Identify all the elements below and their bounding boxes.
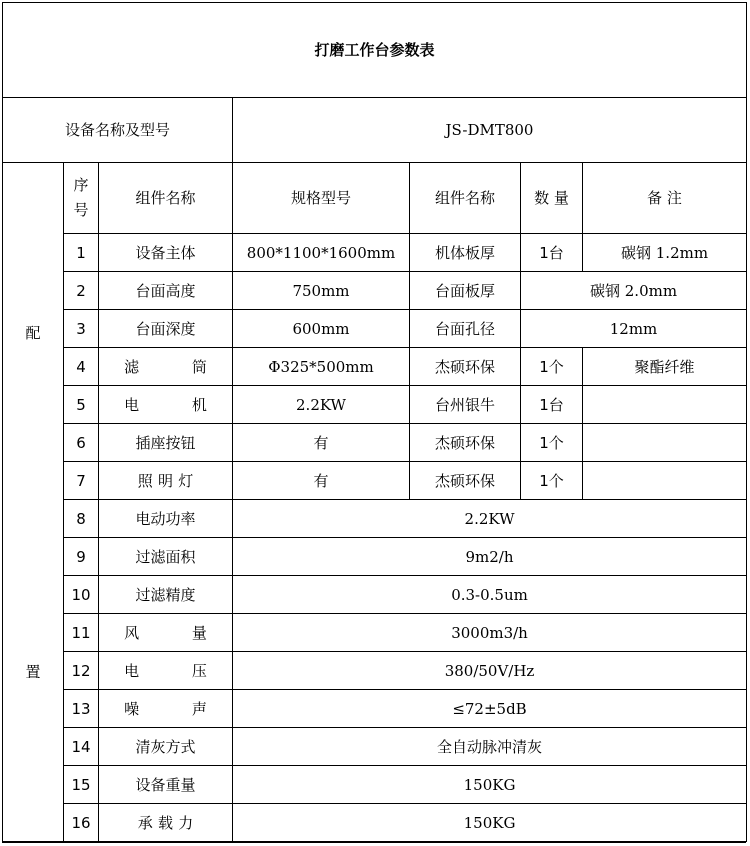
row-quantity: 1台 <box>521 386 583 424</box>
table-row <box>3 690 747 728</box>
row-number: 14 <box>64 728 99 766</box>
row-remark: 碳钢 1.2mm <box>583 234 747 272</box>
row-number: 1 <box>64 234 99 272</box>
row-name: 过滤精度 <box>99 576 233 614</box>
row-name-2: 杰硕环保 <box>410 348 521 386</box>
row-spec: 有 <box>233 462 410 500</box>
row-name-2: 杰硕环保 <box>410 424 521 462</box>
row-number: 6 <box>64 424 99 462</box>
bottom-border-line <box>2 842 746 843</box>
row-spec: Φ325*500mm <box>233 348 410 386</box>
row-name: 噪 声 <box>99 690 233 728</box>
row-number: 16 <box>64 804 99 842</box>
row-number: 9 <box>64 538 99 576</box>
table-row <box>3 576 747 614</box>
table-row <box>3 462 747 500</box>
row-merged-value: 12mm <box>521 310 747 348</box>
table-row <box>3 804 747 842</box>
row-spec: 750mm <box>233 272 410 310</box>
table-row <box>3 386 747 424</box>
header-spec-model: 规格型号 <box>233 163 410 234</box>
table-row <box>3 234 747 272</box>
row-value: 150KG <box>233 766 747 804</box>
model-label: 设备名称及型号 <box>3 98 233 163</box>
row-name-2: 台面孔径 <box>410 310 521 348</box>
row-name: 电动功率 <box>99 500 233 538</box>
title-row <box>3 3 747 98</box>
row-number: 10 <box>64 576 99 614</box>
header-quantity: 数 量 <box>521 163 583 234</box>
model-value: JS-DMT800 <box>233 98 747 163</box>
row-name: 设备重量 <box>99 766 233 804</box>
row-value: 2.2KW <box>233 500 747 538</box>
row-number: 11 <box>64 614 99 652</box>
row-name: 电 机 <box>99 386 233 424</box>
row-spec: 800*1100*1600mm <box>233 234 410 272</box>
row-value: 3000m3/h <box>233 614 747 652</box>
side-label <box>3 163 64 842</box>
table-row <box>3 766 747 804</box>
row-quantity: 1台 <box>521 234 583 272</box>
row-name: 清灰方式 <box>99 728 233 766</box>
row-number: 5 <box>64 386 99 424</box>
header-component-name-2: 组件名称 <box>410 163 521 234</box>
header-row <box>3 163 747 234</box>
table-row <box>3 500 747 538</box>
row-name-2: 台州银牛 <box>410 386 521 424</box>
table-row <box>3 652 747 690</box>
row-remark <box>583 386 747 424</box>
table-row <box>3 728 747 766</box>
row-number: 3 <box>64 310 99 348</box>
page-title: 打磨工作台参数表 <box>3 3 747 98</box>
row-name: 风 量 <box>99 614 233 652</box>
row-spec: 2.2KW <box>233 386 410 424</box>
header-seq: 序 号 <box>64 163 99 234</box>
row-merged-value: 碳钢 2.0mm <box>521 272 747 310</box>
table-row <box>3 272 747 310</box>
spec-table <box>2 2 747 842</box>
row-remark: 聚酯纤维 <box>583 348 747 386</box>
header-component-name: 组件名称 <box>99 163 233 234</box>
row-number: 8 <box>64 500 99 538</box>
row-value: 9m2/h <box>233 538 747 576</box>
table-row <box>3 424 747 462</box>
row-name: 过滤面积 <box>99 538 233 576</box>
row-quantity: 1个 <box>521 348 583 386</box>
row-name-2: 台面板厚 <box>410 272 521 310</box>
row-name: 台面深度 <box>99 310 233 348</box>
row-name: 照明灯 <box>99 462 233 500</box>
row-remark <box>583 424 747 462</box>
table-row <box>3 538 747 576</box>
row-quantity: 1个 <box>521 462 583 500</box>
row-number: 2 <box>64 272 99 310</box>
row-remark <box>583 462 747 500</box>
row-spec: 有 <box>233 424 410 462</box>
row-name-2: 杰硕环保 <box>410 462 521 500</box>
row-value: 全自动脉冲清灰 <box>233 728 747 766</box>
row-number: 12 <box>64 652 99 690</box>
row-number: 13 <box>64 690 99 728</box>
row-value: 380/50V/Hz <box>233 652 747 690</box>
side-label-top: 配 <box>25 323 41 342</box>
row-value: 150KG <box>233 804 747 842</box>
row-number: 15 <box>64 766 99 804</box>
header-remark: 备 注 <box>583 163 747 234</box>
row-name: 滤 筒 <box>99 348 233 386</box>
row-name: 设备主体 <box>99 234 233 272</box>
table-row <box>3 310 747 348</box>
row-quantity: 1个 <box>521 424 583 462</box>
table-row <box>3 348 747 386</box>
row-name: 电 压 <box>99 652 233 690</box>
row-name: 台面高度 <box>99 272 233 310</box>
row-number: 7 <box>64 462 99 500</box>
table-row <box>3 614 747 652</box>
row-name: 插座按钮 <box>99 424 233 462</box>
row-value: ≤72±5dB <box>233 690 747 728</box>
row-spec: 600mm <box>233 310 410 348</box>
row-name: 承载力 <box>99 804 233 842</box>
row-name-2: 机体板厚 <box>410 234 521 272</box>
model-row <box>3 98 747 163</box>
row-value: 0.3-0.5um <box>233 576 747 614</box>
side-label-bottom: 置 <box>25 662 41 681</box>
row-number: 4 <box>64 348 99 386</box>
